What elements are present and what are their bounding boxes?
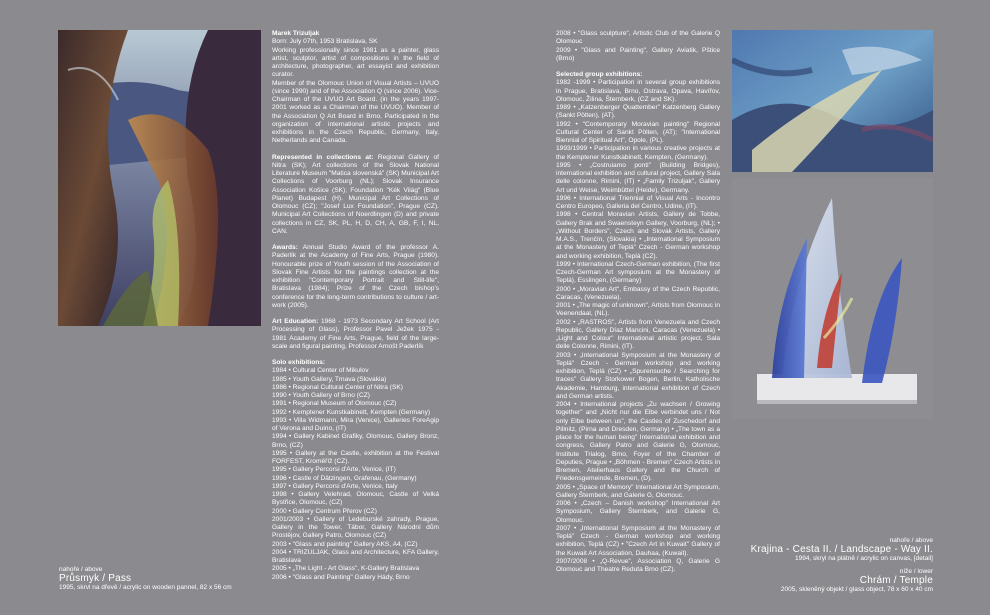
group-item: 1998 • Central Moravian Artists, Gallery de Tobbe, Gallery Brak and Swaensteyn Gallery, Voorburg, (NL); • „Without Borders", Czech and Slovak Artists, Gallery M.A.S., Trenčín, (Slovakia) • „International Symposium at the Monastery of Teplá" Czech - German workshop and working exhibition, Teplá (CZ). xyxy=(556,211,720,260)
caption-pass xyxy=(59,566,289,591)
solo-item: 1993 • Villa Widmann, Mira (Venice), Galleries ForeAgip of Verona and Duino, (IT) xyxy=(272,416,439,432)
awards-label: Awards: xyxy=(272,244,298,251)
caption-pass-title: Průsmyk / Pass xyxy=(59,573,132,584)
sculpture-temple-image xyxy=(732,178,933,419)
group-item: 2005 • „Space of Memory" International Art Symposium, Gallery Šternberk, and Galerie G, Olomouc. xyxy=(556,483,720,499)
artist-bio-1: Working professionally since 1981 as a painter, glass artist, sculptor, artist of compositions in the field of architecture, photographer, art essayist and exhibition curator. xyxy=(272,46,439,79)
solo-item: 1995 • Gallery Percorsi d'Arte, Venice, (IT) xyxy=(272,466,396,474)
solo-item: 2001/2003 • Gallery of Ledeburské zahrady, Prague, Gallery in the Tower, Tábor, Gallery Národní dům Prostějov, Gallery Patro, Olomouc (CZ) xyxy=(272,515,439,540)
collections-text: Regional Gallery of Nitra (SK); Art collections of the Slovak National Literature Museum "Matica slovenská" (SK) Municipal Art Collections of Voorburg (NL); Slovak Insurance Association Košice (SK); Foundation "Kék Világ" (Blue Planet) Budapest (H). Municipal Art Collections of Olomouc (CZ); "Josef Lux Foundation", Prague (CZ). Municipal Art Collections of Noerdlingen (D) and private collections in CZ, SK, PL, H, D, CH, A, GB, F, I, NL, CAN. xyxy=(272,153,439,235)
group-item: 1995 • „Costruiamo ponti" (Building Bridges), international exhibition and cultural project, Gallery Sala delle colonne, Rimini, (IT) • „Family Trizuljak", Gallery Art und Weise, Weimbüttel (Heide), Germany. xyxy=(556,161,720,194)
text-column-1 xyxy=(272,30,439,582)
awards-text: Annual Studio Award of the professor A. Paderlík at the Academy of Fine Arts, Prague (1980). Honourable prize of Youth session of the Association of Slovak Fine Artists for the paintings collection at the exhibition "Contemporary Portrait and Still-life", Bratislava (1984); Prize of the Czech bishop's conference for the long-term contributions to culture / art-work (2005). xyxy=(272,244,439,309)
caption-pass-position: nahoře / above xyxy=(59,566,103,573)
solo-item: 1997 • Gallery Percorsi d'Arte, Venice, Italy xyxy=(272,482,398,490)
solo-item: 1991 • Regional Museum of Olomouc (CZ) xyxy=(272,400,397,408)
solo-item: 2005 • „The Light - Art Glass", K-Gallery Bratislava xyxy=(272,565,420,573)
caption-landscape-detail: 1994, skryl na plátně / acrylic on canvas, [detail] xyxy=(794,555,933,562)
group-exhibitions xyxy=(556,71,720,574)
group-item: 1993/1999 • Participation in various creative projects at the Kemptener Kunstkabinett, Kempten, (Germany). xyxy=(556,145,720,161)
group-item: 2004 • International projects „Zu wachsen / Growing together" and „Nicht nur die Elbe verbindet uns / Not only Elbe between us", the Castles of Zuschedorf and Pillnitz, (Pirna and Dresden, Germany) • „The town as a place for the human being" International exhibition and congress, Gallery Patro and Galerie G, Olomouc, Institute Trialog, Brno, Foyer of the Chamber of Deputies, Prague • „Böhmen - Bremen" Czech Artists in Bremen, Atelierhaus Gallery and the Church of Friedensgemeinde, Bremen, (D). xyxy=(556,401,720,483)
group-item: 1989 • „Katzenberger Quattember" Katzenberg Gallery (Sankt Pölten), (AT). xyxy=(556,104,720,120)
artist-name: Marek Trizuljak xyxy=(272,30,320,37)
group-item: 2002 • „RASTROS", Artists from Venezuela and Czech Republic, Gallery Díaz Mancini, Caracas (Venezuela) • „Light and Colour" International artistic project, Sala delle Colonne, Rimini, (IT). xyxy=(556,318,720,351)
painting-landscape-svg xyxy=(732,30,933,172)
solo-item: 1984 • Cultural Center of Mikulov xyxy=(272,367,369,375)
solo-item: 1990 • Youth Gallery of Brno (CZ) xyxy=(272,392,370,399)
group-item: 1996 • International Triennial of Visual Arts - Incontro Centro Europeo, Galleria del Centro, Udine, (IT). xyxy=(556,194,720,210)
solo-item: 2000 • Gallery Centrum Přerov (CZ) xyxy=(272,507,377,515)
artist-born: Born: July 07th, 1953 Bratislava, SK xyxy=(272,38,378,46)
caption-landscape-position: nahoře / above xyxy=(889,537,933,544)
artist-bio-2: Member of the Olomouc Union of Visual Artists – UVUO (since 1990) and of the Association Q (since 2006). Vice-Chairman of the UVUO Art Board. (in the years 1997-2001 worked as a Chairman of the UVUO). Member of the Association Q Art Board in Brno. Participated in the organization of international artistic projects and exhibitions in the Czech Republic, Germany, Italy, Netherlands and Canada. xyxy=(272,79,439,145)
caption-landscape-title: Krajina - Cesta II. / Landscape - Way II. xyxy=(750,544,933,555)
solo-item: 2004 • TRIZULJAK, Glass and Architecture, KFA Gallery, Bratislava xyxy=(272,548,439,564)
solo-item: 1986 • Regional Cultural Center of Nitra (SK) xyxy=(272,383,403,391)
painting-pass-svg xyxy=(58,30,261,326)
caption-temple-title: Chrám / Temple xyxy=(859,575,933,586)
solo-item: 1985 • Youth Gallery, Trnava (Slovakia) xyxy=(272,375,387,383)
education-text: 1968 - 1973 Secondary Art School (Art Processing of Glass), Professor Pavel Ježek 1975 - 1981 Academy of Fine Arts, Prague, field of the large-scale and figural painting, Professor Arnošt Paderlík xyxy=(272,318,439,350)
group-item: 2006 • „Czech – Danish workshop" International Art Symposium, Gallery Šternberk, and Galerie G, Olomouc. xyxy=(556,500,720,524)
sculpture-temple-svg xyxy=(732,178,933,419)
painting-landscape-image xyxy=(732,30,933,172)
solo-exhibitions xyxy=(272,359,439,582)
solo-item: 1996 • Castle of Dätzingen, Grafenau, (Germany) xyxy=(272,474,417,482)
text-column-2 xyxy=(556,30,720,574)
caption-temple xyxy=(700,568,933,593)
solo-continued-item: 2009 • "Glass and Painting", Gallery Aviatik, Pštice (Brno) xyxy=(556,46,720,62)
solo-item: 2006 • "Glass and Painting" Gallery Hády, Brno xyxy=(272,573,410,581)
group-item: 2001 • „The magic of unknown", Artists from Olomouc in Veenendaal, (NL). xyxy=(556,302,720,318)
group-item: 1992 • "Contemporary Moravian painting" Regional Cultural Center of Sankt Pölten, (AT); "International Biennial of Spiritual Art", Opole, (PL). xyxy=(556,120,720,144)
group-label: Selected group exhibitions: xyxy=(556,71,643,78)
solo-item: 1994 • Gallery Kabinet Grafiky, Olomouc, Gallery Bronz, Brno, (CZ) xyxy=(272,433,439,449)
group-item: 1982 -1999 • Participation in several group exhibitions in Prague, Bratislava, Brno, Ostrava, Opava, Havířov, Olomouc, Žilina, Šternberk, (CZ and SK). xyxy=(556,79,720,103)
solo-label: Solo exhibitions: xyxy=(272,359,326,366)
solo-item: 1992 • Kempten​er Kunstkabinett, Kempten (Germany) xyxy=(272,408,431,416)
caption-temple-detail: 2005, skleněný objekt / glass object, 78 x 60 x 40 cm xyxy=(780,586,933,593)
solo-item: 1995 • Gallery at the Castle, exhibition at the Festival FORFEST, Kroměříž (CZ). xyxy=(272,449,439,465)
caption-temple-position: níže / lower xyxy=(899,568,933,575)
education-label: Art Education: xyxy=(272,318,319,325)
painting-pass-image xyxy=(58,30,261,326)
collections-label: Represented in collections at: xyxy=(272,153,374,161)
solo-item: 2003 • "Glass and painting" Gallery AKS, A4, (CZ) xyxy=(272,540,418,548)
caption-landscape xyxy=(700,537,933,562)
group-item: 2007/2008 • „Q-Revue", Association Q, Galerie G Olomouc and Theatre Reduta Brno (CZ). xyxy=(556,557,720,573)
caption-pass-detail: 1995, skrvl na dřevě / acrylic on wooden pannel, 82 x 56 cm xyxy=(59,584,232,591)
group-item: 2007 • „International Symposium at the Monastery of Teplá" Czech - German workshop and working exhibition, Teplá (CZ) • "Czech Art in Kuwait" Gallery of the Kuwait Art Association, Dauhaa, (Kuwait). xyxy=(556,524,720,557)
group-item: 1999 • International Czech-German exhibition, (The first Czech-German Art symposium at the Monastery of Teplá), Esslingen, (Germany) xyxy=(556,260,720,285)
solo-continued-item: 2008 • "Glass sculpture", Artistic Club of the Galerie Q Olomouc xyxy=(556,30,720,46)
group-item: 2000 • „Moravian Art", Embassy of the Czech Republic, Caracas, (Venezuela). xyxy=(556,285,720,301)
group-item: 2003 • „International Symposium at the Monastery of Teplá" Czech - German workshop and working exhibition, Teplá (CZ) • „Spurensuche / Searching for traces" Gallery Storkower Bogen, Berlin, Katholische Akademie, Hamburg, international exhibition of Czech and German artists. xyxy=(556,351,720,400)
solo-item: 1998 • Gallery Velehrad, Olomouc, Castle of Velká Bystřice, Olomouc, (CZ) xyxy=(272,491,439,507)
